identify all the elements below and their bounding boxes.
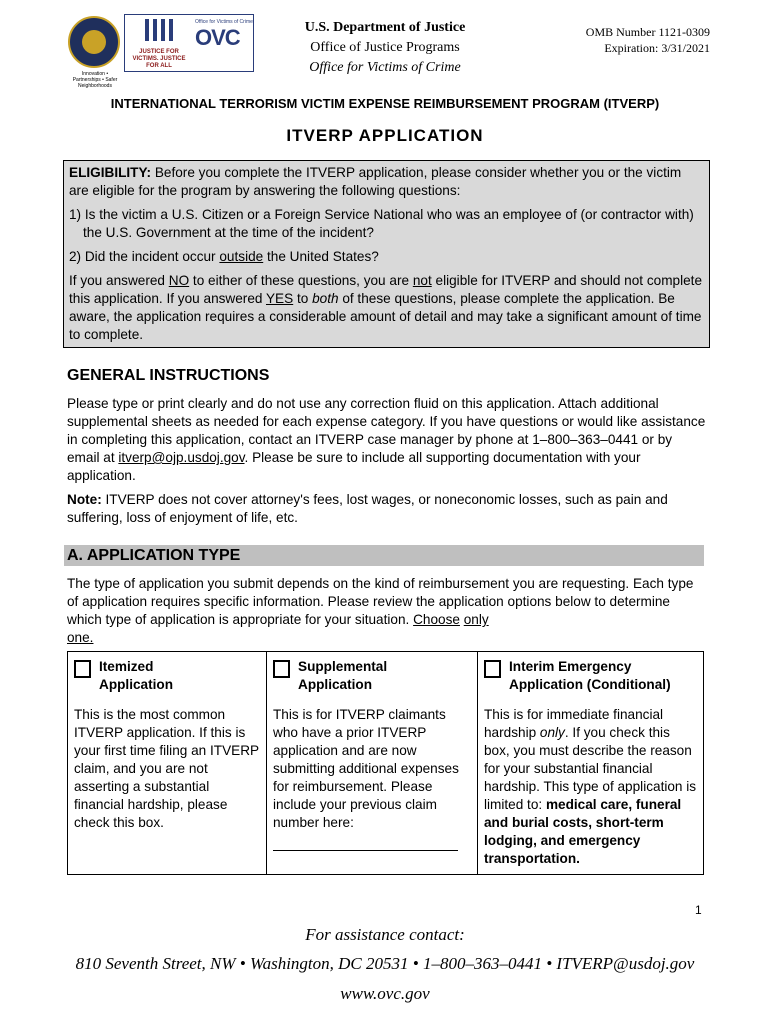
seal-caption: Innovation • Partnerships • Safer Neighborhoods <box>72 71 118 89</box>
section-a-intro: The type of application you submit depends on the kind of reimbursement you are requesting. Each type of application requires specific information. Please review the application options below to determine which type of application is appropriate for your situation. Choose only one. <box>67 576 694 645</box>
ovc-logo-text: OVC <box>195 25 240 50</box>
ovc-small-text: Office for Victims of Crime <box>195 19 253 25</box>
option-title: Itemized <box>99 659 154 674</box>
eligibility-question-2: 2) Did the incident occur outside the United States? <box>69 249 379 264</box>
page-number: 1 <box>695 903 702 917</box>
section-a-header <box>64 545 704 566</box>
eligibility-intro: ELIGIBILITY: Before you complete the ITVERP application, please consider whether you or the victim are eligible for the program by answering the following questions: <box>69 165 682 198</box>
option-description: This is for immediate financial hardship only. If you check this box, you must describe the reason for your substantial financial hardship. This type of application is limited to: medical care, funeral and burial costs, short-term lodging, and emergency transportation. <box>484 707 697 866</box>
previous-claim-number-field[interactable] <box>273 832 458 851</box>
ojp-pillars-icon <box>129 19 189 67</box>
itemized-checkbox[interactable] <box>74 660 91 678</box>
footer-website: www.ovc.gov <box>340 984 430 1003</box>
department-name: U.S. Department of Justice <box>304 20 466 35</box>
header-logos <box>68 14 254 89</box>
ojp-ovc-logo <box>124 14 254 72</box>
general-instructions-heading: GENERAL INSTRUCTIONS <box>67 367 270 384</box>
footer-contact-label: For assistance contact: <box>305 925 465 944</box>
supplemental-checkbox[interactable] <box>273 660 290 678</box>
ojp-logo-text: JUSTICE FOR VICTIMS. JUSTICE FOR ALL <box>132 49 186 69</box>
omb-expiration: Expiration: 3/31/2021 <box>604 41 710 55</box>
program-title: INTERNATIONAL TERRORISM VICTIM EXPENSE REIMBURSEMENT PROGRAM (ITVERP) <box>110 96 660 111</box>
section-a-heading: A. APPLICATION TYPE <box>67 547 241 564</box>
eligibility-box <box>63 160 710 348</box>
option-description: This is for ITVERP claimants who have a prior ITVERP application and are now submitting additional expenses for reimbursement. Please include your previous claim number here: <box>273 707 459 830</box>
option-description: This is the most common ITVERP application. If this is your first time filing an ITVERP claim, and you are not asserting a substantial financial hardship, please check this box. <box>74 707 259 830</box>
agency-block <box>270 18 500 78</box>
omb-number: OMB Number 1121-0309 <box>585 25 710 39</box>
application-type-options <box>67 651 704 875</box>
option-interim-emergency: Interim Emergency Application (Conditional) This is for immediate financial hardship only. If you check this box, you must describe the reason for your substantial financial hardship. This type of application is limited to: medical care, funeral and burial costs, short-term lodging, and emergency transportation. <box>478 652 704 875</box>
doj-seal-icon <box>68 16 120 68</box>
general-instructions-body <box>67 395 707 533</box>
footer-address: 810 Seventh Street, NW • Washington, DC 20531 • 1–800–363–0441 • ITVERP@usdoj.gov <box>75 954 695 973</box>
option-title: Interim Emergency <box>509 659 632 674</box>
general-note: Note: ITVERP does not cover attorney's fees, lost wages, or noneconomic losses, such as pain and suffering, loss of enjoyment of life, etc. <box>67 492 668 525</box>
sub-office-name: Office for Victims of Crime <box>309 60 461 75</box>
option-supplemental: Supplemental Application This is for ITVERP claimants who have a prior ITVERP application and are now submitting additional expenses for reimbursement. Please include your previous claim number here: <box>267 652 478 875</box>
option-itemized: Itemized Application This is the most common ITVERP application. If this is your first time filing an ITVERP claim, and you are not asserting a substantial financial hardship, please check this box. <box>68 652 267 875</box>
general-instructions-paragraph: Please type or print clearly and do not use any correction fluid on this application. Attach additional supplemental sheets as needed for each expense category. If you have questions or would like assistance in completing this application, contact an ITVERP case manager by phone at 1–800–363–0441 or by email at itverp@ojp.usdoj.gov. Please be sure to include all supporting documentation with your application. <box>67 396 706 483</box>
interim-emergency-checkbox[interactable] <box>484 660 501 678</box>
application-title: ITVERP APPLICATION <box>286 126 484 145</box>
omb-block <box>586 24 710 56</box>
office-name: Office of Justice Programs <box>310 40 460 55</box>
eligibility-label: ELIGIBILITY: <box>69 165 152 180</box>
eligibility-answer: If you answered NO to either of these questions, you are not eligible for ITVERP and should not complete this application. If you answered YES to both of these questions, please complete the application. Be aware, the application requires a considerable amount of detail and may take a significant amount of time to complete. <box>69 273 703 342</box>
eligibility-question-1: 1) Is the victim a U.S. Citizen or a Foreign Service National who was an employee of (or contractor with) the U.S. Government at the time of the incident? <box>69 207 694 240</box>
itverp-email-link[interactable]: itverp@ojp.usdoj.gov <box>118 450 245 465</box>
option-title: Supplemental <box>298 659 388 674</box>
